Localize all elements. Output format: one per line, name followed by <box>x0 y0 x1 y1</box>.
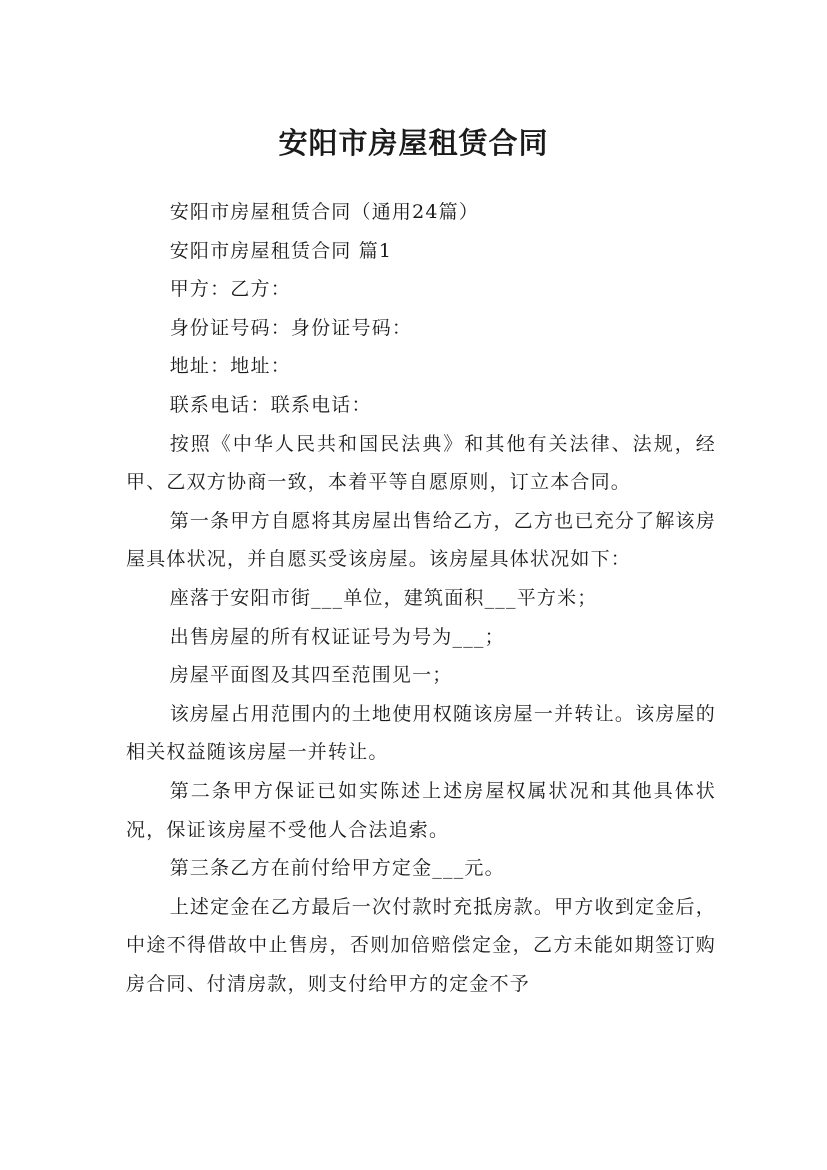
paragraph-preamble: 按照《中华人民共和国民法典》和其他有关法律、法规，经甲、乙双方协商一致，本着平等自愿原则，订立本合同。 <box>126 432 716 494</box>
paragraph-id-numbers: 身份证号码：身份证号码： <box>169 316 413 339</box>
paragraph-parties: 甲方：乙方： <box>169 278 291 301</box>
paragraph-article-2: 第二条甲方保证已如实陈述上述房屋权属状况和其他具体状况，保证该房屋不受他人合法追索。 <box>126 779 716 841</box>
paragraph-deposit: 上述定金在乙方最后一次付款时充抵房款。甲方收到定金后，中途不得借故中止售房，否则加倍赔偿定金，乙方未能如期签订购房合同、付清房款，则支付给甲方的定金不予 <box>126 895 716 995</box>
paragraph-land-rights: 该房屋占用范围内的土地使用权随该房屋一并转让。该房屋的相关权益随该房屋一并转让。 <box>126 702 716 764</box>
paragraph-article-3: 第三条乙方在前付给甲方定金___元。 <box>169 857 505 880</box>
paragraph-floor-plan: 房屋平面图及其四至范围见一； <box>169 664 453 687</box>
paragraph-section-title: 安阳市房屋租赁合同 篇1 <box>169 239 393 262</box>
paragraph-phones: 联系电话：联系电话： <box>169 393 372 416</box>
paragraph-certificate: 出售房屋的所有权证证号为号为___； <box>169 625 505 648</box>
document-title: 安阳市房屋租赁合同 <box>278 126 549 161</box>
paragraph-article-1: 第一条甲方自愿将其房屋出售给乙方，乙方也已充分了解该房屋具体状况，并自愿买受该房屋。该房屋具体状况如下： <box>126 509 716 571</box>
document-body <box>126 193 716 1003</box>
paragraph-heading: 安阳市房屋租赁合同（通用24篇） <box>169 201 480 223</box>
paragraph-addresses: 地址：地址： <box>169 355 291 378</box>
paragraph-location: 座落于安阳市街___单位，建筑面积___平方米； <box>169 586 598 609</box>
